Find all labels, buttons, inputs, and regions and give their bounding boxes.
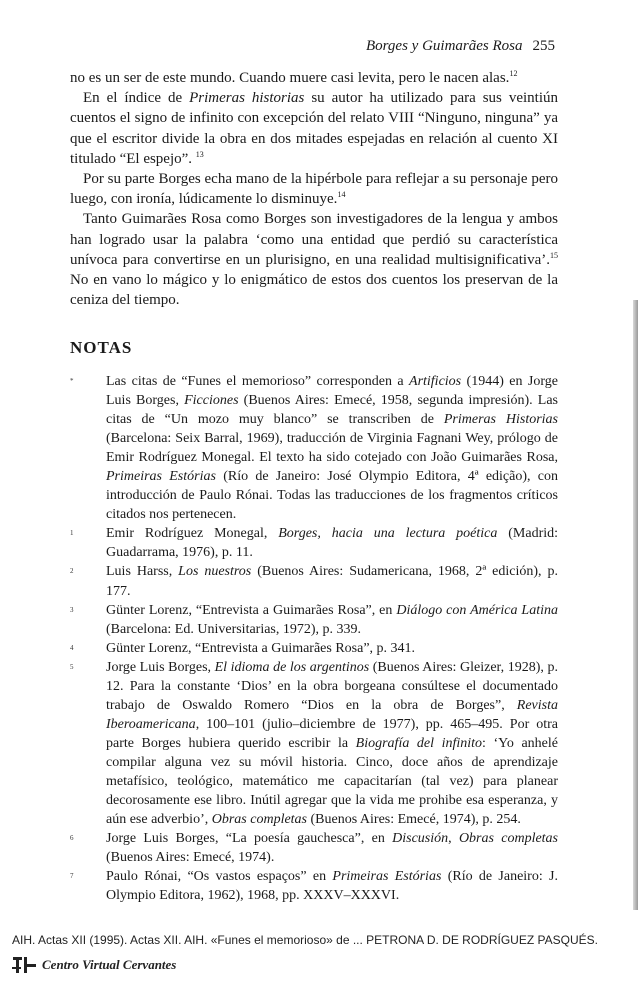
note-text: Jorge Luis Borges, El idioma de los argentinos (Buenos Aires: Gleizer, 1928), p. 12. Para la constante ‘Dios’ en la obra borgeana consúltese el documentado trabajo de Oswaldo Romero “Dios en la obra de Borges”, Revista Iberoamericana, 100–101 (julio–diciembre de 1977), pp. 465–495. Por otra parte Borges hubiera querido escribir la Biografía del infinito: ‘Yo anhelé compilar alguna vez su móvil historia. Cinco, doce años de aprendizaje metafísico, teológico, matemático me capacitarían (tal vez) para planear decorosamente ese libro. Inútil agregar que la vida me prohibe esa esperanza, y aún ese adverbio’, Obras completas (Buenos Aires: Emecé, 1974), p. 254. [106, 659, 558, 828]
running-head [0, 38, 555, 55]
note-item [62, 867, 558, 905]
footnote-ref-12: 12 [509, 69, 518, 78]
note-item [62, 524, 558, 562]
note-number: 5 [70, 662, 74, 671]
paragraph-4 [70, 209, 558, 310]
paragraph-2 [70, 88, 558, 169]
paragraph-3 [70, 169, 558, 209]
note-item [62, 601, 558, 639]
note-item [62, 829, 558, 867]
note-number: 6 [70, 834, 74, 843]
book-title-primeras-historias: Primeras historias [189, 90, 305, 107]
page-edge-shadow [633, 300, 638, 910]
paragraph-1 [70, 68, 558, 88]
cvc-logo[interactable] [12, 955, 176, 975]
paragraph-2-text-b: su autor ha utilizado para sus veintiún cuentos el signo de infinito con excepción del relato VIII “Ninguno, ninguna” ya que el escritor divide la obra en dos mitades espejadas en relación al cuento XI titulado “El espejo”. [70, 90, 558, 167]
note-item [62, 562, 558, 600]
paragraph-1-text: no es un ser de este mundo. Cuando muere casi levita, pero le nacen alas. [70, 70, 510, 86]
note-number: 3 [70, 605, 74, 614]
note-number: 4 [70, 643, 74, 652]
paragraph-2-text-a: En el índice de [83, 90, 190, 107]
footnote-ref-13: 13 [195, 149, 204, 159]
note-number: 7 [70, 872, 74, 881]
body-text [70, 68, 558, 310]
footnote-ref-14: 14 [337, 190, 346, 200]
note-text: Paulo Rónai, “Os vastos espaços” en Primeiras Estórias (Río de Janeiro: J. Olympio Editora, 1962), 1968, pp. XXXV–XXXVI. [106, 869, 558, 904]
footer-citation: AIH. Actas XII (1995). Actas XII. AIH. «Funes el memorioso» de ... PETRONA D. DE RODRÍGUEZ PASQUÉS. [12, 933, 598, 947]
note-number: * [70, 377, 74, 385]
note-item [62, 372, 558, 524]
cvc-logo-icon [12, 955, 38, 975]
note-number: 1 [70, 529, 74, 538]
running-title: Borges y Guimarães Rosa [365, 38, 523, 54]
note-text: Emir Rodríguez Monegal, Borges, hacia una lectura poética (Madrid: Guadarrama, 1976), p. 11. [106, 526, 559, 561]
note-item [62, 658, 558, 829]
cvc-logo-label: Centro Virtual Cervantes [42, 957, 177, 972]
note-text: Las citas de “Funes el memorioso” corresponden a Artificios (1944) en Jorge Luis Borges, Ficciones (Buenos Aires: Emecé, 1958, segunda impresión). Las citas de “Un mozo muy blanco” se transcriben de Primeras Historias (Barcelona: Seix Barral, 1969), traducción de Virginia Fagnani Wey, prólogo de Emir Rodríguez Monegal. El texto ha sido cotejado con João Guimarães Rosa, Primeiras Estórias (Río de Janeiro: José Olympio Editora, 4ª edição), con introducción de Paulo Rónai. Todas las traducciones de los fragmentos críticos citados nos pertenecen. [106, 374, 558, 523]
note-text: Günter Lorenz, “Entrevista a Guimarães Rosa”, p. 341. [106, 640, 416, 656]
notes-list [62, 372, 558, 905]
paragraph-4-text-b: No en vano lo mágico y lo enigmático de estos dos cuentos los preservan de la ceniza del tiempo. [70, 272, 558, 309]
notes-heading: NOTAS [70, 338, 133, 357]
page-number: 255 [532, 38, 555, 54]
note-number: 2 [70, 567, 74, 576]
note-text: Günter Lorenz, “Entrevista a Guimarães Rosa”, en Diálogo con América Latina (Barcelona: Ed. Universitarias, 1972), p. 339. [106, 602, 558, 637]
footnote-ref-15: 15 [550, 250, 558, 260]
note-item [62, 639, 558, 658]
paragraph-3-text: Por su parte Borges echa mano de la hipérbole para reflejar a su personaje pero luego, con ironía, lúdicamente lo disminuye. [70, 171, 558, 208]
paragraph-4-text: Tanto Guimarães Rosa como Borges son investigadores de la lengua y ambos han logrado usar la palabra ‘como una entidad que perdió su característica unívoca para convertirse en un plurisigno, en una realidad multisignificativa’. [70, 211, 558, 268]
note-text: Jorge Luis Borges, “La poesía gauchesca”, en Discusión, Obras completas (Buenos Aires: Emecé, 1974). [106, 831, 559, 866]
note-text: Luis Harss, Los nuestros (Buenos Aires: Sudamericana, 1968, 2ª edición), p. 177. [106, 564, 558, 599]
